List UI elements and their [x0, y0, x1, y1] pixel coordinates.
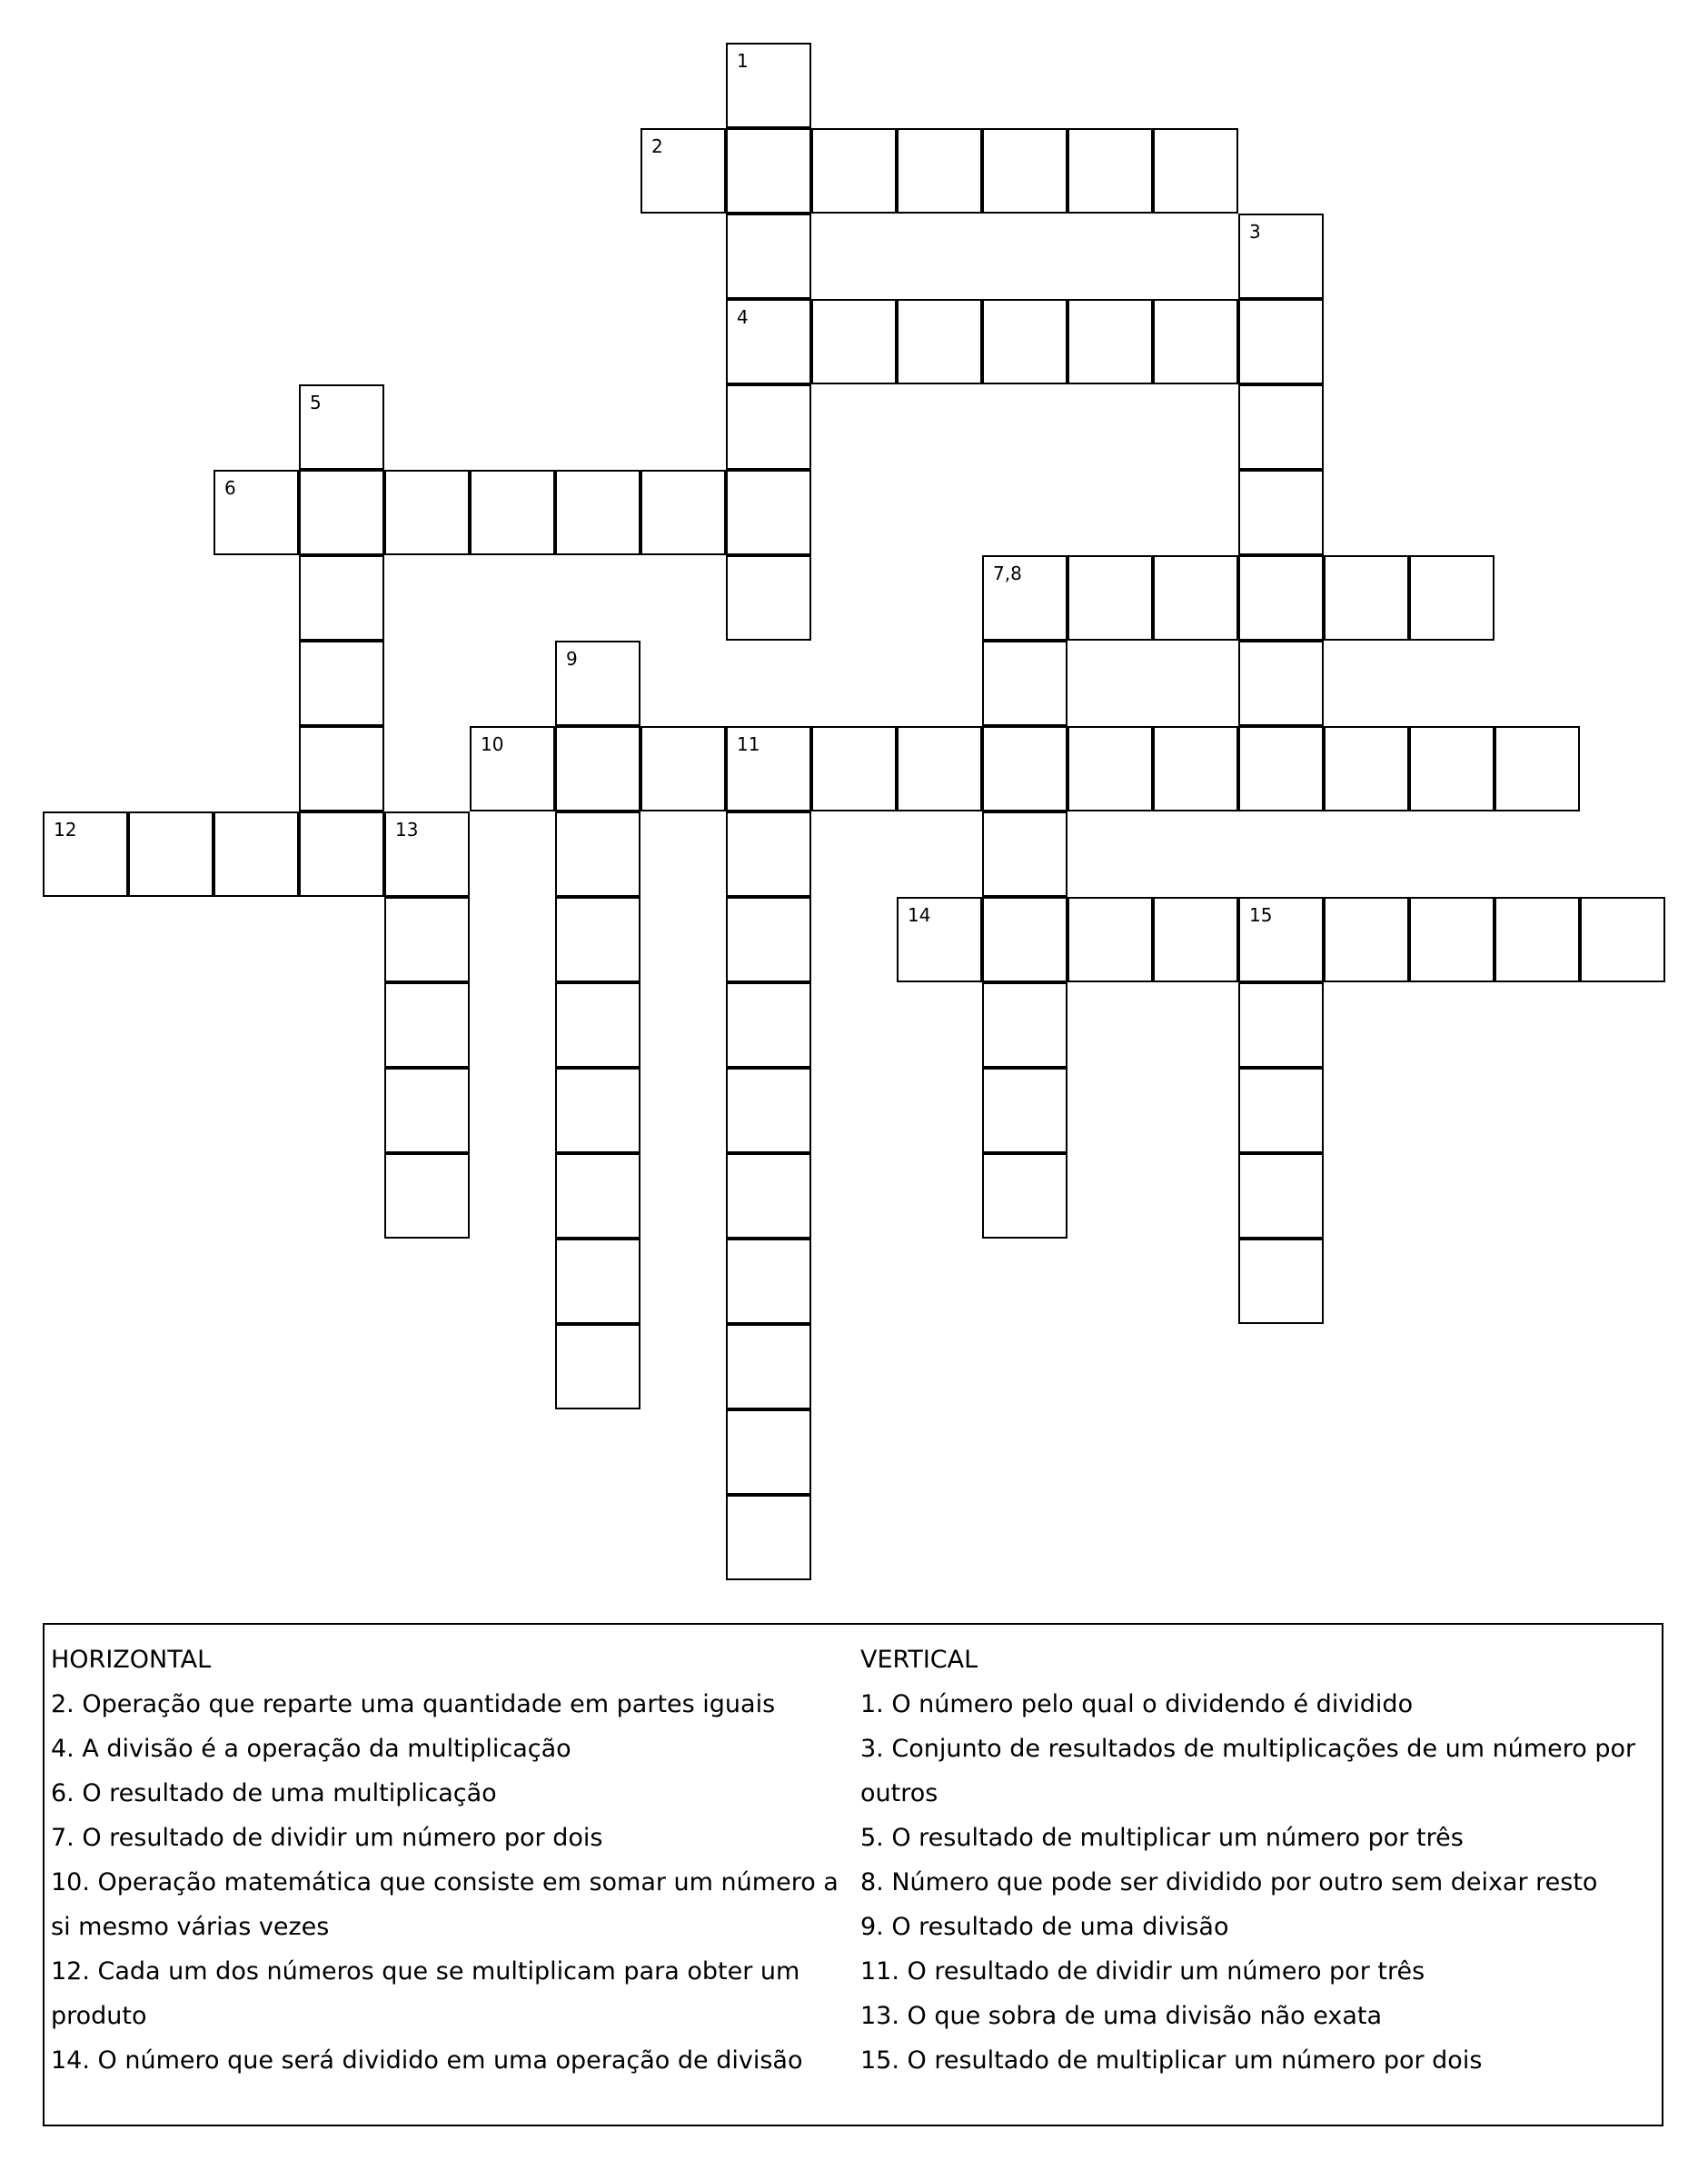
- crossword-cell[interactable]: [1324, 555, 1409, 641]
- crossword-cell[interactable]: [982, 555, 1068, 641]
- crossword-cell[interactable]: [299, 555, 384, 641]
- crossword-cell[interactable]: [726, 811, 811, 897]
- clue-vertical: 15. O resultado de multiplicar um número por dois: [860, 2046, 1483, 2075]
- clue-vertical: 5. O resultado de multiplicar um número por três: [860, 1824, 1464, 1852]
- crossword-cell[interactable]: [384, 470, 470, 555]
- crossword-cell[interactable]: [1238, 299, 1324, 384]
- crossword-cell[interactable]: [726, 128, 811, 214]
- crossword-cell[interactable]: [384, 811, 470, 897]
- crossword-cell[interactable]: [1409, 555, 1494, 641]
- crossword-cell[interactable]: [299, 384, 384, 470]
- vertical-title: VERTICAL: [860, 1646, 978, 1674]
- crossword-cell[interactable]: [726, 1239, 811, 1324]
- crossword-cell[interactable]: [299, 811, 384, 897]
- clue-number: 4: [737, 306, 749, 328]
- clue-number: 13: [395, 819, 419, 841]
- crossword-cell[interactable]: [1238, 641, 1324, 726]
- crossword-cell[interactable]: [726, 470, 811, 555]
- horizontal-clues: [51, 1637, 841, 2083]
- crossword-cell[interactable]: [1238, 982, 1324, 1068]
- clue-number: 15: [1249, 904, 1273, 926]
- clue-vertical: 9. O resultado de uma divisão: [860, 1913, 1229, 1941]
- crossword-cell[interactable]: [1324, 726, 1409, 811]
- crossword-cell[interactable]: [1068, 299, 1153, 384]
- clue-horizontal: 2. Operação que reparte uma quantidade em partes iguais: [51, 1690, 776, 1718]
- crossword-cell[interactable]: [982, 299, 1068, 384]
- crossword-cell[interactable]: [811, 726, 897, 811]
- crossword-cell[interactable]: [982, 1068, 1068, 1153]
- crossword-cell[interactable]: [555, 726, 640, 811]
- crossword-cell[interactable]: [214, 811, 299, 897]
- crossword-cell[interactable]: [811, 299, 897, 384]
- crossword-cell[interactable]: [384, 1068, 470, 1153]
- crossword-cell[interactable]: [726, 726, 811, 811]
- crossword-cell[interactable]: [1409, 726, 1494, 811]
- crossword-cell[interactable]: [982, 811, 1068, 897]
- clue-number: 6: [224, 477, 236, 499]
- crossword-cell[interactable]: [726, 982, 811, 1068]
- crossword-cell[interactable]: [897, 897, 982, 982]
- crossword-cell[interactable]: [1238, 726, 1324, 811]
- clue-horizontal: 7. O resultado de dividir um número por dois: [51, 1824, 603, 1852]
- crossword-cell[interactable]: [1324, 897, 1409, 982]
- crossword-cell[interactable]: [555, 982, 640, 1068]
- crossword-cell[interactable]: [897, 726, 982, 811]
- clue-vertical: 1. O número pelo qual o dividendo é dividido: [860, 1690, 1414, 1718]
- crossword-cell[interactable]: [555, 1153, 640, 1239]
- crossword-cell[interactable]: [1153, 897, 1238, 982]
- crossword-cell[interactable]: [1068, 897, 1153, 982]
- crossword-cell[interactable]: [1153, 726, 1238, 811]
- crossword-cell[interactable]: [982, 641, 1068, 726]
- crossword-cell[interactable]: [726, 1495, 811, 1580]
- crossword-cell[interactable]: [555, 811, 640, 897]
- crossword-cell[interactable]: [1238, 214, 1324, 299]
- clue-number: 9: [566, 648, 578, 670]
- clues-box: [43, 1623, 1663, 2126]
- crossword-cell[interactable]: [726, 1153, 811, 1239]
- crossword-cell[interactable]: [640, 726, 726, 811]
- crossword-cell[interactable]: [811, 128, 897, 214]
- clue-number: 1: [737, 50, 749, 72]
- crossword-cell[interactable]: [897, 128, 982, 214]
- crossword-cell[interactable]: [1580, 897, 1665, 982]
- crossword-cell[interactable]: [555, 897, 640, 982]
- crossword-cell[interactable]: [1068, 555, 1153, 641]
- crossword-cell[interactable]: [555, 470, 640, 555]
- crossword-cell[interactable]: [726, 384, 811, 470]
- clue-number: 14: [908, 904, 931, 926]
- clue-horizontal: 6. O resultado de uma multiplicação: [51, 1779, 497, 1807]
- crossword-cell[interactable]: [1238, 1068, 1324, 1153]
- crossword-cell[interactable]: [726, 1068, 811, 1153]
- crossword-cell[interactable]: [214, 470, 299, 555]
- crossword-cell[interactable]: [897, 299, 982, 384]
- crossword-cell[interactable]: [982, 128, 1068, 214]
- clue-number: 10: [481, 733, 504, 755]
- crossword-cell[interactable]: [1238, 384, 1324, 470]
- crossword-cell[interactable]: [384, 1153, 470, 1239]
- clue-horizontal: 4. A divisão é a operação da multiplicação: [51, 1735, 571, 1763]
- crossword-cell[interactable]: [1494, 897, 1580, 982]
- clue-horizontal: 12. Cada um dos números que se multiplicam para obter um produto: [51, 1957, 800, 2030]
- crossword-cell[interactable]: [555, 1239, 640, 1324]
- crossword-cell[interactable]: [726, 1409, 811, 1495]
- crossword-cell[interactable]: [726, 43, 811, 128]
- crossword-cell[interactable]: [1238, 470, 1324, 555]
- clue-horizontal: 14. O número que será dividido em uma operação de divisão: [51, 2046, 803, 2075]
- crossword-cell[interactable]: [982, 982, 1068, 1068]
- crossword-cell[interactable]: [1153, 555, 1238, 641]
- crossword-cell[interactable]: [470, 470, 555, 555]
- crossword-cell[interactable]: [1238, 897, 1324, 982]
- clue-number: 7,8: [993, 562, 1022, 584]
- crossword-cell[interactable]: [640, 470, 726, 555]
- clue-number: 3: [1249, 221, 1261, 243]
- crossword-cell[interactable]: [726, 555, 811, 641]
- crossword-cell[interactable]: [982, 726, 1068, 811]
- crossword-cell[interactable]: [1238, 1153, 1324, 1239]
- crossword-cell[interactable]: [726, 1324, 811, 1409]
- crossword-cell[interactable]: [726, 897, 811, 982]
- crossword-cell[interactable]: [555, 1324, 640, 1409]
- clue-horizontal: 10. Operação matemática que consiste em somar um número a si mesmo várias vezes: [51, 1868, 839, 1941]
- crossword-cell[interactable]: [128, 811, 214, 897]
- clue-number: 11: [737, 733, 760, 755]
- crossword-cell[interactable]: [384, 982, 470, 1068]
- clue-vertical: 11. O resultado de dividir um número por três: [860, 1957, 1425, 1986]
- crossword-cell[interactable]: [1153, 299, 1238, 384]
- crossword-cell[interactable]: [43, 811, 128, 897]
- crossword-cell[interactable]: [726, 214, 811, 299]
- clue-vertical: 8. Número que pode ser dividido por outro sem deixar resto: [860, 1868, 1598, 1896]
- crossword-cell[interactable]: [982, 897, 1068, 982]
- crossword-cell[interactable]: [1153, 128, 1238, 214]
- crossword-cell[interactable]: [1409, 897, 1494, 982]
- crossword-cell[interactable]: [555, 1068, 640, 1153]
- crossword-cell[interactable]: [1068, 726, 1153, 811]
- crossword-cell[interactable]: [1494, 726, 1580, 811]
- clue-number: 5: [310, 392, 322, 413]
- crossword-cell[interactable]: [726, 299, 811, 384]
- clue-vertical: 3. Conjunto de resultados de multiplicações de um número por outros: [860, 1735, 1636, 1807]
- crossword-cell[interactable]: [640, 128, 726, 214]
- crossword-cell[interactable]: [299, 470, 384, 555]
- vertical-clues: [860, 1637, 1651, 2083]
- crossword-cell[interactable]: [1238, 1239, 1324, 1324]
- horizontal-title: HORIZONTAL: [51, 1646, 212, 1674]
- crossword-cell[interactable]: [555, 641, 640, 726]
- crossword-cell[interactable]: [982, 1153, 1068, 1239]
- crossword-cell[interactable]: [1238, 555, 1324, 641]
- crossword-cell[interactable]: [384, 897, 470, 982]
- clue-number: 2: [651, 135, 663, 157]
- clue-vertical: 13. O que sobra de uma divisão não exata: [860, 2002, 1383, 2030]
- crossword-cell[interactable]: [470, 726, 555, 811]
- crossword-cell[interactable]: [299, 641, 384, 726]
- clue-number: 12: [54, 819, 77, 841]
- crossword-cell[interactable]: [1068, 128, 1153, 214]
- crossword-cell[interactable]: [299, 726, 384, 811]
